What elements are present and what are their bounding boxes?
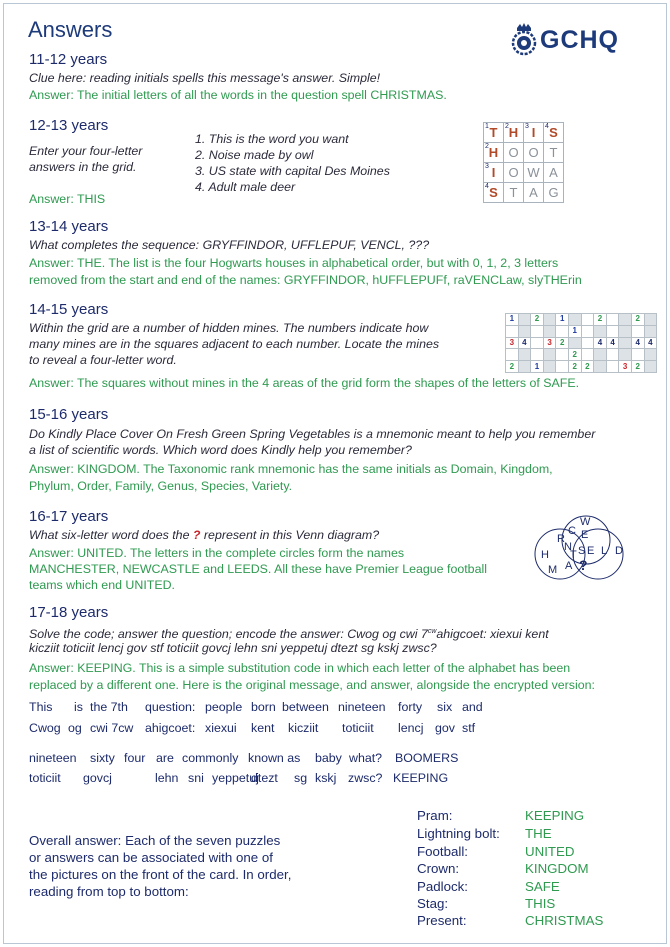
age-heading: 16-17 years: [29, 508, 109, 525]
plain-word: the 7th: [90, 700, 128, 714]
mine-cell: 2: [631, 361, 644, 373]
mine-cell: [518, 314, 531, 326]
plain-word: six: [437, 700, 453, 714]
plain-word: BOOMERS: [395, 751, 459, 765]
picture-label: Present:: [417, 913, 467, 928]
mine-cell: [581, 325, 594, 337]
picture-label: Pram:: [417, 808, 453, 823]
mine-cell: 4: [631, 337, 644, 349]
venn-letter: C: [568, 525, 576, 537]
age-heading: 13-14 years: [29, 218, 109, 235]
venn-letter: L: [601, 545, 608, 557]
question-text: Solve the code; answer the question; encode the answer: Cwog og cwi $7^{cw}ahigcoet$: xiexui kent: [29, 627, 549, 642]
cipher-word: ahigcoet:: [145, 721, 196, 735]
mine-cell: 2: [568, 361, 581, 373]
picture-label: Football:: [417, 844, 468, 859]
mine-cell: 2: [531, 314, 544, 326]
mine-cell: 1: [568, 325, 581, 337]
clue-item: 1. This is the word you want: [195, 132, 349, 146]
cipher-word: toticiit: [342, 721, 374, 735]
overall-text: reading from top to bottom:: [29, 884, 189, 899]
grid-cell: 4 S: [484, 183, 504, 203]
grid-cell: 1 T: [484, 123, 504, 143]
venn-letter: D: [615, 545, 623, 557]
mine-cell: [619, 325, 632, 337]
mine-cell: [594, 349, 607, 361]
picture-label: Lightning bolt:: [417, 826, 500, 841]
venn-letter: R: [557, 533, 565, 545]
cipher-word: gov: [435, 721, 455, 735]
grid-cell: G: [544, 183, 564, 203]
mine-cell: 4: [644, 337, 657, 349]
mine-cell: [568, 314, 581, 326]
mine-cell: [581, 314, 594, 326]
cipher-word: kskj: [315, 771, 337, 785]
answer-text: Answer: KEEPING. This is a simple substitution code in which each letter of the alphabet has been: [29, 661, 571, 675]
mine-cell: [619, 314, 632, 326]
grid-cell: W: [524, 163, 544, 183]
plain-word: question:: [145, 700, 196, 714]
mine-cell: [594, 325, 607, 337]
mine-cell: [531, 349, 544, 361]
clue-item: 3. US state with capital Des Moines: [195, 164, 390, 178]
age-heading: 12-13 years: [29, 117, 109, 134]
age-heading: 11-12 years: [29, 51, 108, 68]
answer-text: MANCHESTER, NEWCASTLE and LEEDS. All these have Premier League football: [29, 562, 487, 576]
plain-word: This: [29, 700, 53, 714]
plain-word: born: [251, 700, 276, 714]
mine-cell: [644, 349, 657, 361]
venn-letter: M: [548, 564, 558, 576]
mine-cell: [606, 349, 619, 361]
venn-question-mark: ?: [579, 557, 588, 573]
plain-word: baby: [315, 751, 342, 765]
mine-cell: 3: [619, 361, 632, 373]
plain-word: commonly: [182, 751, 239, 765]
question-text: Enter your four-letter: [29, 144, 143, 158]
question-text: answers in the grid.: [29, 160, 137, 174]
mine-cell: [556, 349, 569, 361]
plain-word: forty: [398, 700, 423, 714]
mine-cell: [518, 349, 531, 361]
picture-label: Padlock:: [417, 879, 468, 894]
grid-cell: T: [504, 183, 524, 203]
plain-word: between: [282, 700, 329, 714]
plain-word: people: [205, 700, 243, 714]
cipher-word: kent: [251, 721, 275, 735]
mine-cell: 2: [568, 349, 581, 361]
cipher-word: zwsc?: [348, 771, 383, 785]
venn-letter: N: [564, 541, 572, 553]
age-heading: 15-16 years: [29, 406, 109, 423]
plain-word: nineteen: [338, 700, 386, 714]
grid-cell: T: [544, 143, 564, 163]
mine-cell: [581, 349, 594, 361]
grid-cell: 2 H: [484, 143, 504, 163]
answer-text: Answer: KINGDOM. The Taxonomic rank mnemonic has the same initials as Domain, Kingdom,: [29, 462, 553, 476]
venn-letter: W: [580, 516, 591, 528]
plain-word: and: [462, 700, 483, 714]
grid-cell: 4 S: [544, 123, 564, 143]
age-heading: 14-15 years: [29, 301, 109, 318]
mine-cell: [556, 325, 569, 337]
cipher-word: sni: [188, 771, 204, 785]
mine-cell: 3: [506, 337, 519, 349]
mine-cell: 2: [556, 337, 569, 349]
grid-cell: O: [504, 143, 524, 163]
mine-cell: [619, 337, 632, 349]
clue-item: 4. Adult male deer: [195, 180, 296, 194]
overall-text: the pictures on the front of the card. In order,: [29, 867, 292, 882]
picture-answer: THE: [525, 826, 552, 841]
picture-answer: CHRISTMAS: [525, 913, 604, 928]
mine-cell: [594, 361, 607, 373]
clue-item: 2. Noise made by owl: [195, 148, 314, 162]
grid-cell: 2 H: [504, 123, 524, 143]
question-text: kicziit toticiit lencj gov stf toticiit govcj lehn sni yeppetuj dtezt sg kskj zwsc?: [29, 641, 437, 655]
venn-letter: E: [581, 529, 589, 541]
mine-cell: 2: [631, 314, 644, 326]
mine-cell: [606, 314, 619, 326]
plain-word: is: [74, 700, 83, 714]
picture-answer: SAFE: [525, 879, 560, 894]
mine-cell: [631, 325, 644, 337]
mine-cell: 2: [581, 361, 594, 373]
mine-cell: [506, 325, 519, 337]
cipher-word: govcj: [83, 771, 112, 785]
mine-cell: 1: [531, 361, 544, 373]
crest-icon: [508, 22, 540, 56]
mine-cell: [506, 349, 519, 361]
answer-text: Answer: THE. The list is the four Hogwarts houses in alphabetical order, but with 0, 1, 2, 3 letters: [29, 256, 559, 270]
venn-letter: S: [578, 545, 586, 557]
mine-cell: [606, 361, 619, 373]
picture-answer: KEEPING: [525, 808, 585, 823]
page-title: Answers: [28, 17, 113, 42]
venn-letter: T: [570, 549, 577, 561]
grid-cell: 3 I: [524, 123, 544, 143]
mine-cell: [543, 349, 556, 361]
mine-cell: [581, 337, 594, 349]
grid-cell: A: [544, 163, 564, 183]
answer-text: Answer: UNITED. The letters in the complete circles form the names: [29, 546, 405, 560]
mine-grid: [505, 313, 657, 373]
cipher-word: Cwog: [29, 721, 61, 735]
mine-cell: 4: [594, 337, 607, 349]
plain-word: four: [124, 751, 146, 765]
question-text: Within the grid are a number of hidden mines. The numbers indicate how: [29, 321, 429, 335]
cipher-word: lencj: [398, 721, 424, 735]
plain-word: what?: [349, 751, 383, 765]
picture-label: Stag:: [417, 896, 449, 911]
plain-word: known as: [248, 751, 301, 765]
answer-text: replaced by a different one. Here is the original message, and answer, alongside the encrypted version:: [29, 678, 595, 692]
mine-cell: 2: [594, 314, 607, 326]
age-heading: 17-18 years: [29, 604, 109, 621]
question-mark: ?: [192, 528, 201, 542]
venn-diagram: [526, 512, 638, 584]
logo-text: GCHQ: [540, 26, 619, 54]
mine-cell: [644, 325, 657, 337]
answer-text: Answer: The squares without mines in the 4 areas of the grid form the shapes of the letters of SAFE.: [29, 376, 580, 390]
question-text: Do Kindly Place Cover On Fresh Green Spring Vegetables is a mnemonic meant to help you remember: [29, 427, 596, 441]
venn-letter: A: [565, 560, 573, 572]
question-text: many mines are in the squares adjacent to each number. Locate the mines: [29, 337, 440, 351]
plain-word: sixty: [90, 751, 115, 765]
cipher-word: dtezt: [251, 771, 278, 785]
mine-cell: [531, 325, 544, 337]
mine-cell: [644, 314, 657, 326]
cipher-word: yeppetuj: [212, 771, 259, 785]
mine-cell: 4: [518, 337, 531, 349]
question-text: What six-letter word does the ? represent in this Venn diagram?: [29, 528, 380, 542]
overall-text: or answers can be associated with one of: [29, 850, 273, 865]
answer-text: Answer: THIS: [29, 192, 106, 206]
question-text: to reveal a four-letter word.: [29, 353, 177, 367]
mine-cell: 1: [506, 314, 519, 326]
grid-cell: O: [504, 163, 524, 183]
word-grid: [483, 122, 564, 203]
cipher-word: cwi 7cw: [90, 721, 134, 735]
venn-letter: E: [587, 545, 595, 557]
answer-text: teams which end UNITED.: [29, 578, 175, 592]
question-text: Clue here: reading initials spells this message's answer. Simple!: [29, 71, 381, 85]
mine-cell: [619, 349, 632, 361]
cipher-word: sg: [294, 771, 308, 785]
mine-cell: [518, 361, 531, 373]
grid-cell: 3 I: [484, 163, 504, 183]
mine-cell: [644, 361, 657, 373]
picture-answer: THIS: [525, 896, 556, 911]
picture-answer: UNITED: [525, 844, 575, 859]
mine-cell: [543, 314, 556, 326]
answer-text: Phylum, Order, Family, Genus, Species, Variety.: [29, 479, 293, 493]
mine-cell: 4: [606, 337, 619, 349]
mine-cell: [568, 337, 581, 349]
mine-cell: [631, 349, 644, 361]
grid-cell: A: [524, 183, 544, 203]
cipher-word: kicziit: [288, 721, 319, 735]
overall-text: Overall answer: Each of the seven puzzles: [29, 833, 281, 848]
picture-answer: KINGDOM: [525, 861, 589, 876]
mine-cell: 1: [556, 314, 569, 326]
plain-word: are: [156, 751, 174, 765]
mine-cell: 3: [543, 337, 556, 349]
plain-word: nineteen: [29, 751, 77, 765]
venn-letter: H: [541, 549, 549, 561]
cipher-word: KEEPING: [393, 771, 449, 785]
cipher-word: lehn: [155, 771, 179, 785]
mine-cell: 2: [506, 361, 519, 373]
mine-cell: [518, 325, 531, 337]
question-text: a list of scientific words. Which word does Kindly help you remember?: [29, 443, 412, 457]
answer-text: removed from the start and end of the names: GRYFFINDOR, hUFFLEPUFf, raVENCLaw, slyTHErin: [29, 273, 582, 287]
cipher-word: stf: [462, 721, 476, 735]
answer-text: Answer: The initial letters of all the words in the question spell CHRISTMAS.: [29, 88, 447, 102]
cipher-word: toticiit: [29, 771, 61, 785]
mine-cell: [543, 325, 556, 337]
question-text: What completes the sequence: GRYFFINDOR, UFFLEPUF, VENCL, ???: [29, 238, 430, 252]
cipher-word: og: [68, 721, 82, 735]
mine-cell: [531, 337, 544, 349]
mine-cell: [543, 361, 556, 373]
mine-cell: [606, 325, 619, 337]
mine-cell: [556, 361, 569, 373]
grid-cell: O: [524, 143, 544, 163]
picture-label: Crown:: [417, 861, 460, 876]
cipher-word: xiexui: [205, 721, 237, 735]
